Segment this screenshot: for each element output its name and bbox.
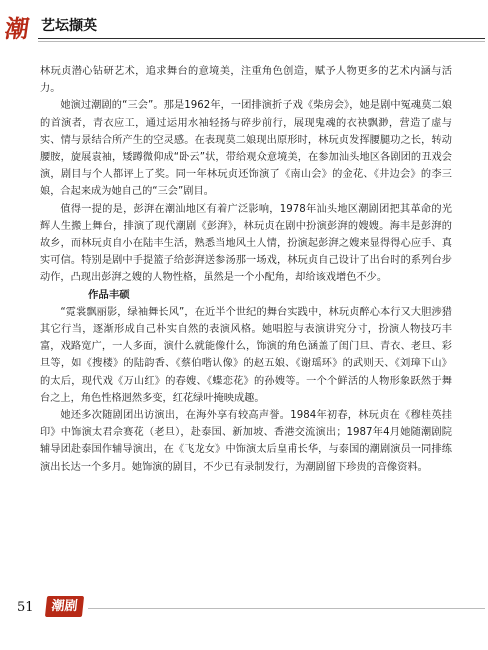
footer-divider — [88, 608, 485, 609]
subheading-works: 作品丰硕 — [88, 288, 130, 301]
section-title: 艺坛撷英 — [41, 18, 97, 34]
paragraph-2: 她演过潮剧的“三会”。那是1962年，一团排演折子戏《柴房会》，她是剧中冤魂莫二娘的首演者，青衣应工，通过运用水袖轻扬与碎步前行，展现鬼魂的衣袂飘渺，营造了虚与实、情与景结合所产生的空灵感。在表现莫二娘现出原形时，林玩贞发挥腰腿功之长，转动腰胺，旋展袁袖，矮蹲微仰成“卧云”状，带给观众意境美，在参加汕头地区各剧团的丑戏会演，剧目与个人都评上了奖。同一年林玩贞还饰演了《南山会》的金花、《井边会》的李三娘，合起来成为她自己的“三会”剧目。 — [40, 100, 452, 198]
paragraph-1: 林玩贞潜心钻研艺术，追求舞台的意境美，注重角色创造，赋予人物更多的艺术内涵与活力。 — [40, 66, 452, 95]
chaoju-footer-logo: 潮剧 — [45, 596, 84, 617]
paragraph-3: 值得一提的是，彭湃在潮汕地区有着广泛影响，1978年汕头地区潮剧团把其革命的光辉人生搬上舞台，排演了现代潮剧《彭湃》，林玩贞在剧中扮演彭湃的嫂嫂。海丰是彭湃的故乡，而林玩贞自小在陆丰生活，熟悉当地风土人情，扮演起彭湃之嫂来显得得心应手、真实可信。特别是剧中手提篮子给彭湃送参汤那一场戏，林玩贞自己设计了出台时的系列台步动作，凸现出彭湃之嫂的人物性格，虽然是一个小配角，却给该戏增色不少。 — [40, 203, 452, 284]
header-divider-thin — [38, 41, 485, 42]
paragraph-4: “霓裳飘丽影，绿袖舞长风”，在近半个世纪的舞台实践中，林玩贞醉心本行又大胆涉猎其它行当，逐渐形成自己朴实自然的表演风格。她唱腔与表演讲究分寸，扮演人物技巧丰富，戏路宽广，一人多面，演什么就能像什么，饰演的角色涵盖了闺门旦、青衣、老旦、彩旦等，如《搜楼》的陆韵香、《蔡伯喈认像》的赵五娘、《谢瑶环》的武则天、《刘璋下山》的太后，现代戏《万山红》的春嫂、《蝶恋花》的孙嫂等。一个个鲜活的人物形象跃然于舞台之上，角色性格迥然多变，红花绿叶掩映成趣。 — [40, 306, 452, 404]
paragraph-5: 她还多次随剧团出访演出，在海外享有较高声誉。1984年初春，林玩贞在《穆桂英挂印》中饰演太君佘赛花（老旦），赴泰国、新加坡、香港交流演出；1987年4月她随潮剧院辅导团赴泰国作辅导演出，在《飞龙女》中饰演太后皇甫长华，与泰国的潮剧演员一同排练演出长达一个多月。她饰演的剧目，不少已有录制发行，为潮剧留下珍贵的音像资料。 — [40, 410, 452, 473]
page-number: 51 — [17, 600, 34, 615]
header-divider — [38, 38, 485, 39]
chao-logo-mark: 潮 — [3, 14, 32, 43]
page-header — [0, 0, 488, 56]
article-body — [40, 63, 452, 476]
